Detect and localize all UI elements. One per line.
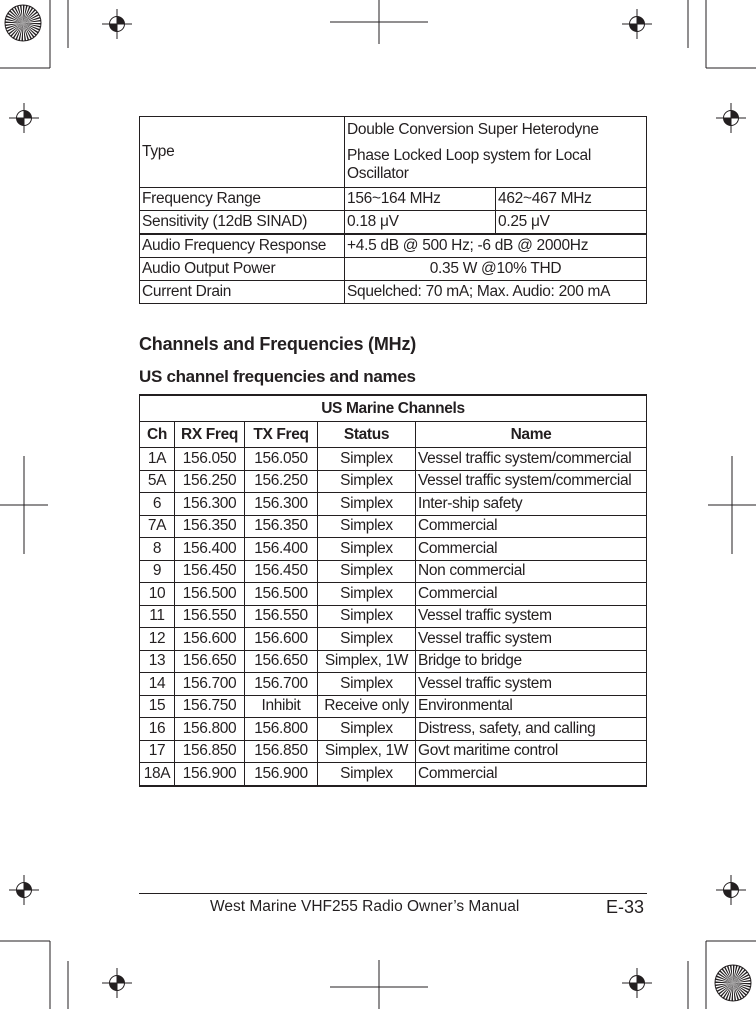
cell-status: Simplex bbox=[318, 718, 416, 741]
sensitivity-label: Sensitivity (12dB SINAD) bbox=[140, 211, 345, 235]
registration-star-mark bbox=[5, 5, 41, 41]
cell-status: Simplex bbox=[318, 515, 416, 538]
audio-response-label: Audio Frequency Response bbox=[140, 234, 345, 258]
table-row bbox=[140, 583, 647, 606]
cell-rx-freq: 156.250 bbox=[175, 470, 245, 493]
cell-ch: 10 bbox=[140, 583, 175, 606]
cell-ch: 13 bbox=[140, 650, 175, 673]
table-row bbox=[140, 695, 647, 718]
cell-ch: 16 bbox=[140, 718, 175, 741]
cell-rx-freq: 156.500 bbox=[175, 583, 245, 606]
cell-name: Commercial bbox=[416, 538, 647, 561]
channel-table-caption-row bbox=[140, 395, 647, 422]
header-name: Name bbox=[416, 422, 647, 448]
cell-status: Receive only bbox=[318, 695, 416, 718]
cell-name: Environmental bbox=[416, 695, 647, 718]
cell-tx-freq: 156.250 bbox=[245, 470, 318, 493]
audio-power-label: Audio Output Power bbox=[140, 258, 345, 281]
cell-status: Simplex bbox=[318, 628, 416, 651]
cell-name: Non commercial bbox=[416, 560, 647, 583]
cell-rx-freq: 156.300 bbox=[175, 493, 245, 516]
cell-ch: 8 bbox=[140, 538, 175, 561]
cell-ch: 6 bbox=[140, 493, 175, 516]
cell-status: Simplex, 1W bbox=[318, 740, 416, 763]
registration-star-mark bbox=[715, 965, 751, 1001]
channel-table bbox=[139, 394, 647, 787]
type-value bbox=[345, 117, 647, 188]
sensitivity-vhf: 0.18 μV bbox=[345, 211, 496, 235]
cell-ch: 11 bbox=[140, 605, 175, 628]
cell-tx-freq: 156.450 bbox=[245, 560, 318, 583]
table-row bbox=[140, 740, 647, 763]
cell-tx-freq: 156.600 bbox=[245, 628, 318, 651]
table-row bbox=[140, 448, 647, 471]
footer-title: West Marine VHF255 Radio Owner’s Manual bbox=[210, 898, 520, 915]
cell-status: Simplex bbox=[318, 470, 416, 493]
cell-name: Vessel traffic system bbox=[416, 673, 647, 696]
cell-tx-freq: Inhibit bbox=[245, 695, 318, 718]
frequency-range-vhf: 156~164 MHz bbox=[345, 188, 496, 211]
cell-status: Simplex bbox=[318, 538, 416, 561]
cell-rx-freq: 156.350 bbox=[175, 515, 245, 538]
cell-tx-freq: 156.350 bbox=[245, 515, 318, 538]
cell-name: Distress, safety, and calling bbox=[416, 718, 647, 741]
cell-ch: 1A bbox=[140, 448, 175, 471]
cell-name: Inter-ship safety bbox=[416, 493, 647, 516]
cell-rx-freq: 156.850 bbox=[175, 740, 245, 763]
audio-response-value: +4.5 dB @ 500 Hz; -6 dB @ 2000Hz bbox=[345, 234, 647, 258]
current-drain-label: Current Drain bbox=[140, 281, 345, 304]
channel-table-body bbox=[140, 448, 647, 786]
cell-ch: 14 bbox=[140, 673, 175, 696]
cell-status: Simplex bbox=[318, 763, 416, 786]
type-label: Type bbox=[140, 117, 345, 188]
cell-status: Simplex bbox=[318, 560, 416, 583]
header-rx-freq: RX Freq bbox=[175, 422, 245, 448]
cell-status: Simplex bbox=[318, 448, 416, 471]
cell-rx-freq: 156.900 bbox=[175, 763, 245, 786]
cell-ch: 18A bbox=[140, 763, 175, 786]
cell-rx-freq: 156.700 bbox=[175, 673, 245, 696]
spec-row-audio-power bbox=[140, 258, 647, 281]
cell-ch: 17 bbox=[140, 740, 175, 763]
cell-rx-freq: 156.750 bbox=[175, 695, 245, 718]
cell-name: Commercial bbox=[416, 515, 647, 538]
table-row bbox=[140, 605, 647, 628]
table-row bbox=[140, 470, 647, 493]
table-row bbox=[140, 493, 647, 516]
type-value-line-2: Phase Locked Loop system for Local Oscillator bbox=[347, 147, 591, 182]
cell-ch: 7A bbox=[140, 515, 175, 538]
spec-row-sensitivity bbox=[140, 211, 647, 235]
cell-name: Commercial bbox=[416, 763, 647, 786]
cell-status: Simplex bbox=[318, 605, 416, 628]
cell-status: Simplex, 1W bbox=[318, 650, 416, 673]
cell-tx-freq: 156.650 bbox=[245, 650, 318, 673]
cell-tx-freq: 156.900 bbox=[245, 763, 318, 786]
cell-rx-freq: 156.600 bbox=[175, 628, 245, 651]
cell-status: Simplex bbox=[318, 673, 416, 696]
spec-row-type bbox=[140, 117, 647, 188]
cell-name: Vessel traffic system bbox=[416, 605, 647, 628]
table-row bbox=[140, 628, 647, 651]
cell-name: Commercial bbox=[416, 583, 647, 606]
spec-row-current-drain bbox=[140, 281, 647, 304]
cell-tx-freq: 156.850 bbox=[245, 740, 318, 763]
sensitivity-uhf: 0.25 μV bbox=[496, 211, 647, 235]
sub-heading: US channel frequencies and names bbox=[139, 367, 416, 386]
audio-power-value: 0.35 W @10% THD bbox=[345, 258, 647, 281]
cell-tx-freq: 156.050 bbox=[245, 448, 318, 471]
cell-ch: 9 bbox=[140, 560, 175, 583]
cell-tx-freq: 156.400 bbox=[245, 538, 318, 561]
cell-name: Vessel traffic system/commercial bbox=[416, 448, 647, 471]
cell-rx-freq: 156.450 bbox=[175, 560, 245, 583]
cell-name: Govt maritime control bbox=[416, 740, 647, 763]
cell-tx-freq: 156.700 bbox=[245, 673, 318, 696]
table-row bbox=[140, 538, 647, 561]
frequency-range-uhf: 462~467 MHz bbox=[496, 188, 647, 211]
cell-name: Vessel traffic system/commercial bbox=[416, 470, 647, 493]
table-row bbox=[140, 673, 647, 696]
current-drain-value: Squelched: 70 mA; Max. Audio: 200 mA bbox=[345, 281, 647, 304]
cell-tx-freq: 156.800 bbox=[245, 718, 318, 741]
cell-ch: 15 bbox=[140, 695, 175, 718]
spec-row-frequency-range bbox=[140, 188, 647, 211]
table-row bbox=[140, 650, 647, 673]
cell-name: Vessel traffic system bbox=[416, 628, 647, 651]
cell-tx-freq: 156.550 bbox=[245, 605, 318, 628]
cell-status: Simplex bbox=[318, 493, 416, 516]
table-row bbox=[140, 763, 647, 786]
table-row bbox=[140, 718, 647, 741]
cell-rx-freq: 156.650 bbox=[175, 650, 245, 673]
spec-row-audio-response bbox=[140, 234, 647, 258]
cell-name: Bridge to bridge bbox=[416, 650, 647, 673]
cell-tx-freq: 156.500 bbox=[245, 583, 318, 606]
cell-rx-freq: 156.400 bbox=[175, 538, 245, 561]
page-number: E-33 bbox=[606, 897, 645, 917]
section-heading: Channels and Frequencies (MHz) bbox=[139, 334, 417, 354]
header-ch: Ch bbox=[140, 422, 175, 448]
cell-rx-freq: 156.050 bbox=[175, 448, 245, 471]
channel-table-caption: US Marine Channels bbox=[140, 395, 647, 422]
header-status: Status bbox=[318, 422, 416, 448]
table-row bbox=[140, 560, 647, 583]
type-value-line-1: Double Conversion Super Heterodyne bbox=[347, 121, 599, 138]
cell-rx-freq: 156.550 bbox=[175, 605, 245, 628]
cell-tx-freq: 156.300 bbox=[245, 493, 318, 516]
cell-ch: 12 bbox=[140, 628, 175, 651]
cell-ch: 5A bbox=[140, 470, 175, 493]
table-row bbox=[140, 515, 647, 538]
footer-rule bbox=[139, 893, 647, 894]
cell-status: Simplex bbox=[318, 583, 416, 606]
channel-table-header-row bbox=[140, 422, 647, 448]
frequency-range-label: Frequency Range bbox=[140, 188, 345, 211]
header-tx-freq: TX Freq bbox=[245, 422, 318, 448]
cell-rx-freq: 156.800 bbox=[175, 718, 245, 741]
specifications-table bbox=[139, 116, 647, 304]
